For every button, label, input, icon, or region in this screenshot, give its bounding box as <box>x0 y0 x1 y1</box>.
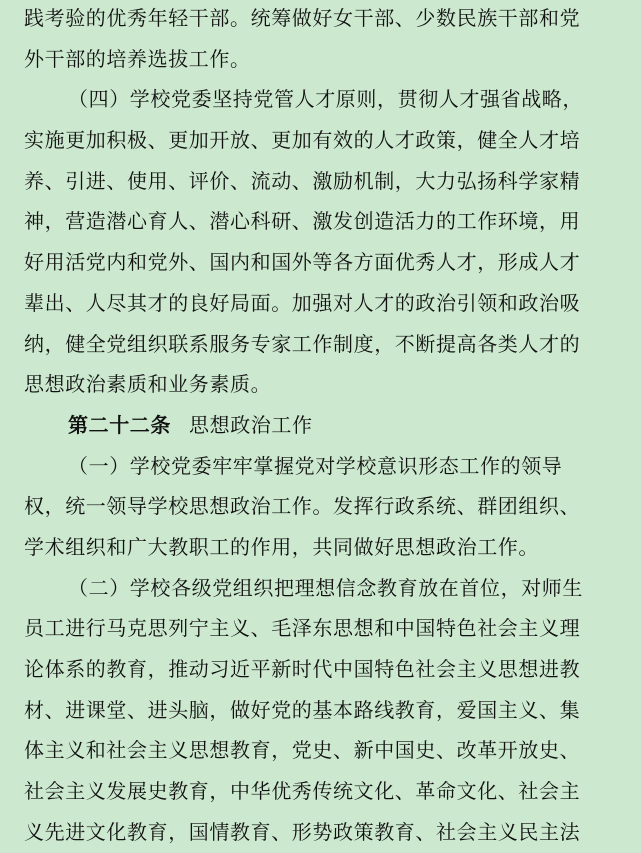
text-line: 实施更加积极、更加开放、更加有效的人才政策，健全人才培 <box>24 128 581 153</box>
article-number: 第二十二条 <box>68 412 171 437</box>
paragraph-start-line: （四）学校党委坚持党管人才原则，贯彻人才强省战略， <box>68 87 583 112</box>
paragraph-start-line: （一）学校党委牢牢掌握党对学校意识形态工作的领导 <box>68 453 563 478</box>
text-line: 义先进文化教育，国情教育、形势政策教育、社会主义民主法 <box>24 819 581 844</box>
text-line: 养、引进、使用、评价、流动、激励机制，大力弘扬科学家精 <box>24 168 581 193</box>
text-line: 外干部的培养选拔工作。 <box>24 46 251 71</box>
article-heading <box>24 405 627 446</box>
paragraph-start-line: （二）学校各级党组织把理想信念教育放在首位，对师生 <box>68 575 583 600</box>
text-line: 纳，健全党组织联系服务专家工作制度，不断提高各类人才的 <box>24 331 581 356</box>
text-line: 员工进行马克思列宁主义、毛泽东思想和中国特色社会主义理 <box>24 616 581 641</box>
text-line: 材、进课堂、进头脑，做好党的基本路线教育，爱国主义、集 <box>24 697 581 722</box>
text-line: 论体系的教育，推动习近平新时代中国特色社会主义思想进教 <box>24 657 581 681</box>
text-line: 神，营造潜心育人、潜心科研、激发创造活力的工作环境，用 <box>24 209 581 234</box>
text-line: 学术组织和广大教职工的作用，共同做好思想政治工作。 <box>24 534 539 559</box>
text-line: 社会主义发展史教育，中华优秀传统文化、革命文化、社会主 <box>24 779 581 804</box>
text-line: 好用活党内和党外、国内和国外等各方面优秀人才，形成人才 <box>24 250 581 275</box>
article-title: 思想政治工作 <box>189 412 313 437</box>
text-line: 权，统一领导学校思想政治工作。发挥行政系统、群团组织、 <box>24 494 581 519</box>
text-line: 思想政治素质和业务素质。 <box>24 372 272 397</box>
text-line: 辈出、人尽其才的良好局面。加强对人才的政治引领和政治吸 <box>24 290 581 315</box>
text-line: 体主义和社会主义思想教育，党史、新中国史、改革开放史、 <box>24 738 581 763</box>
text-line: 践考验的优秀年轻干部。统筹做好女干部、少数民族干部和党 <box>24 6 581 30</box>
